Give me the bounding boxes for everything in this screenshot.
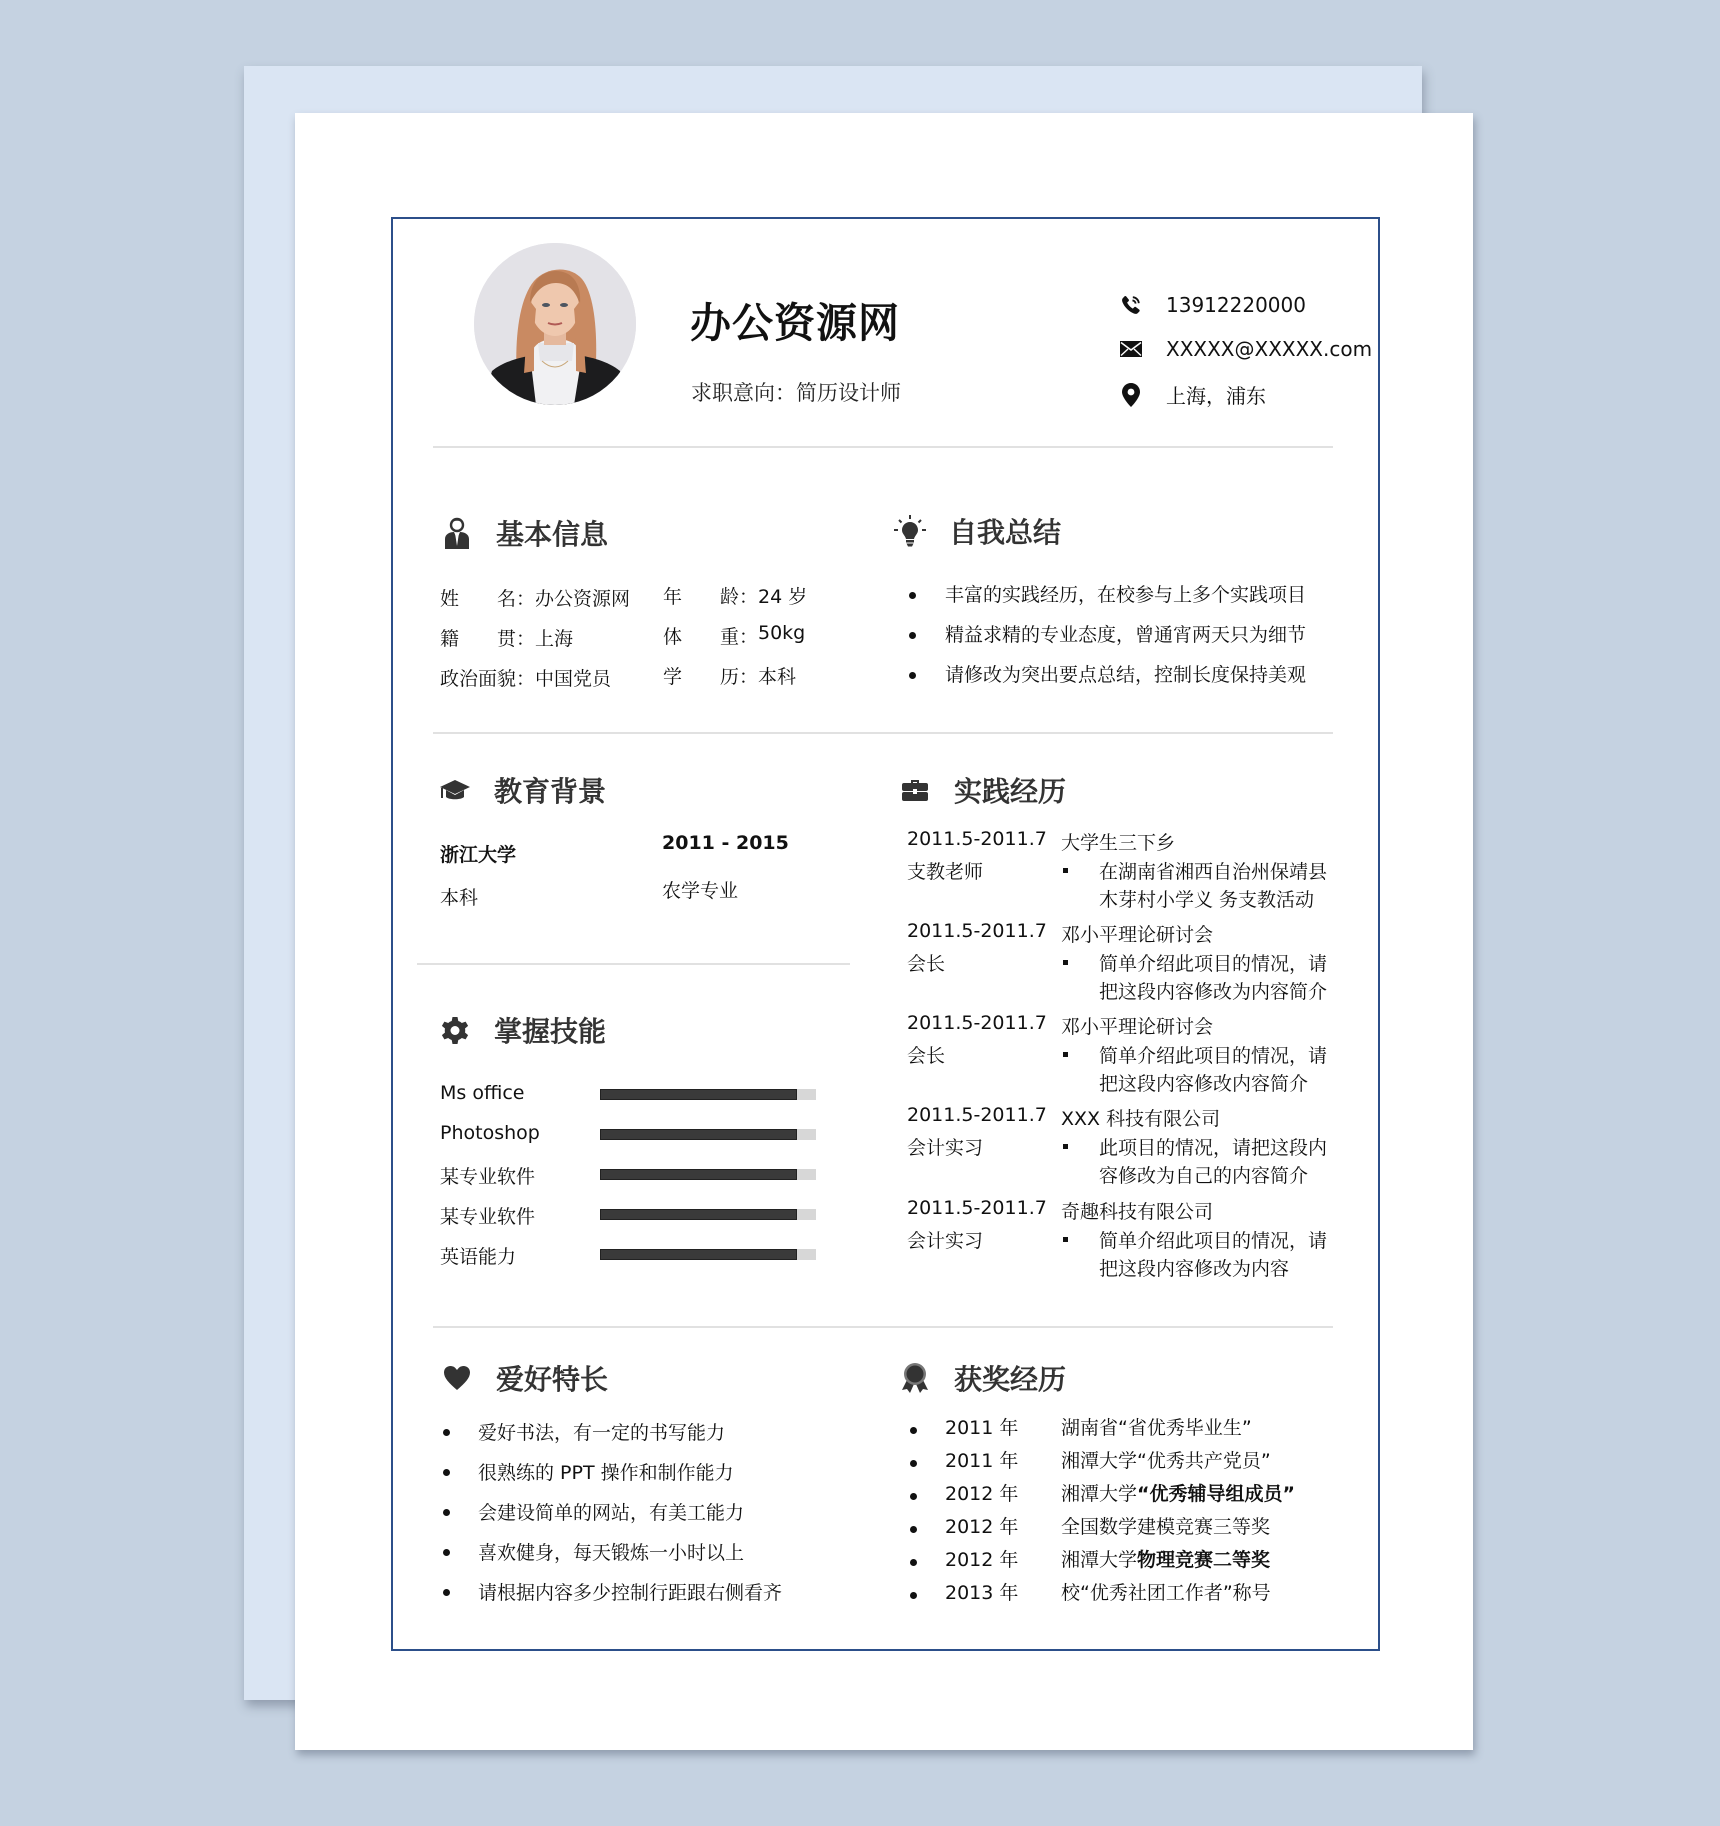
- bullet: [910, 1592, 917, 1599]
- skill-progress-fill: [600, 1209, 797, 1220]
- award-title-text: 全国数学建模竞赛三等奖: [1061, 1516, 1271, 1538]
- experience-desc-line: 把这段内容修改为内容简介: [1099, 981, 1328, 1003]
- section-experience-title: [898, 770, 1066, 810]
- skill-progress-bar: [600, 1169, 816, 1180]
- education-school: 浙江大学: [440, 844, 517, 866]
- field-name-value: 办公资源网: [535, 588, 631, 610]
- bullet: [909, 592, 916, 599]
- divider: [433, 1326, 1333, 1328]
- skill-progress-fill: [600, 1169, 797, 1180]
- field-hometown-label-a: 籍: [440, 628, 460, 650]
- award-title-text: 校“优秀社团工作者”称号: [1061, 1582, 1271, 1604]
- experience-org: XXX 科技有限公司: [1061, 1108, 1221, 1130]
- experience-desc-line: 简单介绍此项目的情况，请: [1099, 953, 1328, 975]
- section-hobbies-title: [440, 1358, 608, 1398]
- section-title-text: 爱好特长: [496, 1363, 609, 1396]
- field-name-label-b: 名：: [497, 588, 536, 610]
- person-suit-icon: [440, 516, 474, 550]
- bullet: [443, 1549, 450, 1556]
- bullet: [1063, 868, 1068, 873]
- bullet: [443, 1429, 450, 1436]
- hobby-item: 会建设简单的网站，有美工能力: [478, 1502, 745, 1524]
- section-title-text: 基本信息: [496, 518, 609, 551]
- experience-role: 会计实习: [907, 1137, 984, 1159]
- bullet: [1063, 1144, 1068, 1149]
- field-age-value: 24 岁: [758, 586, 808, 608]
- experience-desc-line: 简单介绍此项目的情况，请: [1099, 1230, 1328, 1252]
- award-title-emphasis: “优秀辅导组成员”: [1137, 1483, 1295, 1505]
- award-title-text: 湘潭大学: [1061, 1549, 1138, 1571]
- briefcase-icon: [898, 773, 932, 807]
- avatar-portrait-illustration: [474, 243, 636, 405]
- award-title-emphasis: 物理竞赛二等奖: [1137, 1549, 1271, 1571]
- skill-progress-fill: [600, 1249, 797, 1260]
- skill-name: 某专业软件: [440, 1166, 536, 1188]
- skill-name: 某专业软件: [440, 1206, 536, 1228]
- hobby-item: 爱好书法，有一定的书写能力: [478, 1422, 726, 1444]
- field-weight-value: 50kg: [758, 622, 806, 644]
- experience-desc-line: 把这段内容修改为内容: [1099, 1258, 1290, 1280]
- award-title: [1061, 1512, 1270, 1539]
- education-major: 农学专业: [662, 880, 739, 902]
- skill-name: Ms office: [440, 1082, 525, 1104]
- field-weight-label-a: 体: [663, 626, 683, 648]
- section-title-text: 获奖经历: [954, 1363, 1067, 1396]
- award-year: 2012 年: [945, 1483, 1019, 1505]
- bullet: [443, 1589, 450, 1596]
- education-period: 2011 - 2015: [662, 832, 789, 854]
- award-title: [1061, 1446, 1271, 1473]
- field-political-label: 政治面貌：: [440, 668, 536, 690]
- experience-period: 2011.5-2011.7: [907, 1104, 1047, 1126]
- section-title-text: 教育背景: [494, 775, 607, 808]
- contact-location: [1118, 380, 1266, 409]
- skill-progress-bar: [600, 1129, 816, 1140]
- experience-role: 会计实习: [907, 1230, 984, 1252]
- field-education-label-b: 历：: [720, 666, 759, 688]
- phone-icon: [1118, 292, 1144, 318]
- hobby-item: 喜欢健身，每天锻炼一小时以上: [478, 1542, 745, 1564]
- experience-role: 会长: [907, 1045, 946, 1067]
- envelope-icon: [1118, 336, 1144, 362]
- hobby-item: 很熟练的 PPT 操作和制作能力: [478, 1462, 734, 1484]
- skill-progress-fill: [600, 1129, 797, 1140]
- summary-item: 请修改为突出要点总结，控制长度保持美观: [945, 664, 1307, 686]
- skill-progress-fill: [600, 1089, 797, 1100]
- field-political-value: 中国党员: [535, 668, 612, 690]
- field-education-value: 本科: [758, 666, 797, 688]
- section-title-text: 实践经历: [954, 775, 1067, 808]
- field-weight-label-b: 重：: [720, 626, 759, 648]
- contact-email: [1118, 336, 1372, 362]
- email-address: XXXXX@XXXXX.com: [1166, 337, 1373, 361]
- award-title: [1061, 1545, 1270, 1572]
- experience-desc-line: 此项目的情况，请把这段内: [1099, 1137, 1328, 1159]
- field-hometown-value: 上海: [535, 628, 574, 650]
- section-summary-title: [893, 511, 1061, 551]
- award-year: 2012 年: [945, 1516, 1019, 1538]
- award-year: 2012 年: [945, 1549, 1019, 1571]
- bullet: [443, 1509, 450, 1516]
- phone-number: 13912220000: [1166, 293, 1306, 317]
- gear-icon: [438, 1013, 472, 1047]
- experience-org: 大学生三下乡: [1061, 832, 1176, 854]
- avatar: [474, 243, 636, 405]
- experience-desc-line: 在湖南省湘西自治州保靖县: [1099, 861, 1328, 883]
- contact-phone: [1118, 292, 1306, 318]
- job-intent-label: 求职意向：: [691, 381, 796, 405]
- field-hometown-label-b: 贯：: [497, 628, 536, 650]
- bullet: [909, 632, 916, 639]
- job-intent: [691, 377, 901, 407]
- experience-role: 会长: [907, 953, 946, 975]
- award-title: [1061, 1578, 1271, 1605]
- bullet: [910, 1427, 917, 1434]
- experience-org: 奇趣科技有限公司: [1061, 1201, 1214, 1223]
- candidate-name: 办公资源网: [690, 299, 900, 347]
- award-year: 2011 年: [945, 1417, 1019, 1439]
- bullet: [910, 1493, 917, 1500]
- bullet: [1063, 1237, 1068, 1242]
- bullet: [910, 1526, 917, 1533]
- section-basic-info-title: [440, 513, 608, 553]
- experience-desc-line: 容修改为自己的内容简介: [1099, 1165, 1309, 1187]
- graduation-cap-icon: [438, 773, 472, 807]
- award-title-text: 湖南省“省优秀毕业生”: [1061, 1417, 1252, 1439]
- bullet: [910, 1559, 917, 1566]
- divider: [433, 446, 1333, 448]
- award-title-text: 湘潭大学“优秀共产党员”: [1061, 1450, 1271, 1472]
- bullet: [1063, 1052, 1068, 1057]
- skill-progress-bar: [600, 1209, 816, 1220]
- award-year: 2013 年: [945, 1582, 1019, 1604]
- bullet: [910, 1460, 917, 1467]
- award-title: [1061, 1479, 1295, 1506]
- hobby-item: 请根据内容多少控制行距跟右侧看齐: [478, 1582, 783, 1604]
- skill-progress-bar: [600, 1089, 816, 1100]
- heart-icon: [440, 1361, 474, 1395]
- map-pin-icon: [1118, 382, 1144, 408]
- experience-desc-line: 木芽村小学义 务支教活动: [1099, 889, 1315, 911]
- experience-period: 2011.5-2011.7: [907, 920, 1047, 942]
- bullet: [909, 672, 916, 679]
- field-age-label-b: 龄：: [720, 586, 759, 608]
- field-education-label-a: 学: [663, 666, 683, 688]
- experience-desc-line: 把这段内容修改内容简介: [1099, 1073, 1309, 1095]
- experience-period: 2011.5-2011.7: [907, 1197, 1047, 1219]
- experience-role: 支教老师: [907, 861, 984, 883]
- experience-period: 2011.5-2011.7: [907, 1012, 1047, 1034]
- summary-item: 丰富的实践经历，在校参与上多个实践项目: [945, 584, 1307, 606]
- award-title-text: 湘潭大学: [1061, 1483, 1138, 1505]
- experience-period: 2011.5-2011.7: [907, 828, 1047, 850]
- experience-org: 邓小平理论研讨会: [1061, 924, 1214, 946]
- education-degree: 本科: [440, 887, 479, 909]
- award-ribbon-icon: [898, 1361, 932, 1395]
- divider: [417, 963, 850, 965]
- skill-name: Photoshop: [440, 1122, 540, 1144]
- field-age-label-a: 年: [663, 586, 683, 608]
- divider: [433, 732, 1333, 734]
- award-year: 2011 年: [945, 1450, 1019, 1472]
- bullet: [443, 1469, 450, 1476]
- lightbulb-icon: [893, 514, 927, 548]
- award-title: [1061, 1413, 1252, 1440]
- location-text: 上海，浦东: [1166, 384, 1266, 408]
- experience-org: 邓小平理论研讨会: [1061, 1016, 1214, 1038]
- section-education-title: [438, 770, 606, 810]
- skill-name: 英语能力: [440, 1246, 517, 1268]
- bullet: [1063, 960, 1068, 965]
- summary-item: 精益求精的专业态度，曾通宵两天只为细节: [945, 624, 1307, 646]
- experience-desc-line: 简单介绍此项目的情况，请: [1099, 1045, 1328, 1067]
- section-awards-title: [898, 1358, 1066, 1398]
- field-name-label-a: 姓: [440, 588, 460, 610]
- job-intent-value: 简历设计师: [796, 381, 901, 405]
- section-skills-title: [438, 1010, 606, 1050]
- section-title-text: 自我总结: [949, 516, 1062, 549]
- skill-progress-bar: [600, 1249, 816, 1260]
- section-title-text: 掌握技能: [494, 1015, 607, 1048]
